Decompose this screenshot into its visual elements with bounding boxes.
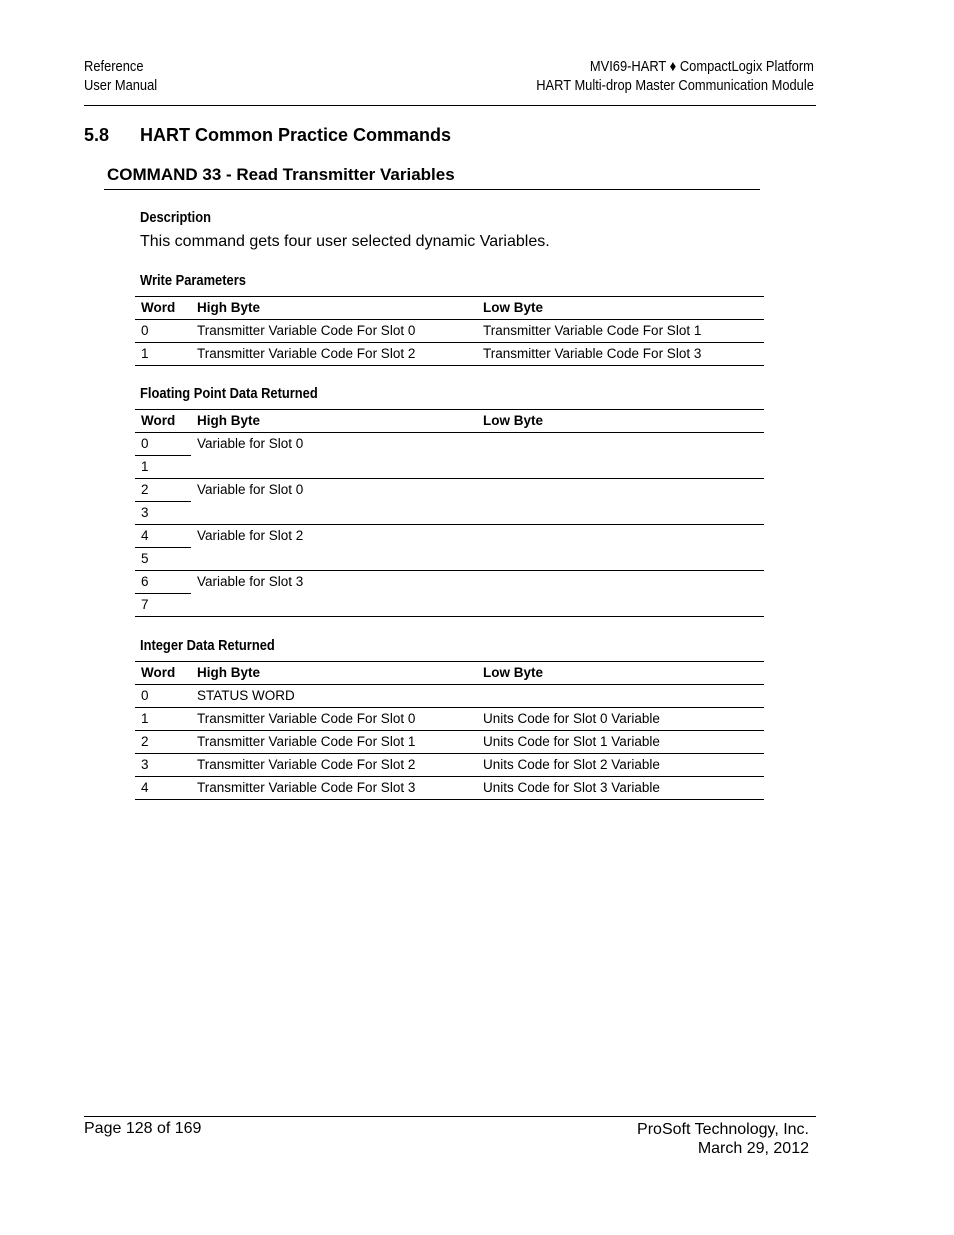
word-cell: 4 bbox=[135, 525, 191, 548]
column-header-high-byte: High Byte bbox=[197, 300, 261, 315]
footer-divider bbox=[84, 1116, 816, 1117]
table-header-row bbox=[135, 662, 764, 685]
word-cell: 6 bbox=[135, 571, 191, 594]
integer-data-label: Integer Data Returned bbox=[140, 637, 275, 654]
column-header-low-byte: Low Byte bbox=[483, 413, 544, 428]
column-header-word: Word bbox=[141, 300, 176, 315]
low-byte-cell: Units Code for Slot 2 Variable bbox=[483, 757, 660, 772]
variable-cell: Variable for Slot 0 bbox=[197, 436, 304, 451]
section-title: HART Common Practice Commands bbox=[140, 125, 452, 145]
table-row bbox=[135, 571, 764, 594]
description-label: Description bbox=[140, 209, 211, 226]
footer-date: March 29, 2012 bbox=[697, 1140, 809, 1157]
page-header-right bbox=[536, 57, 814, 95]
table-row bbox=[135, 320, 764, 343]
word-cell: 5 bbox=[141, 551, 149, 566]
word-cell: 0 bbox=[135, 433, 191, 456]
column-header-word: Word bbox=[141, 413, 176, 428]
word-cell: 2 bbox=[141, 734, 149, 749]
table-row bbox=[135, 343, 764, 366]
word-cell: 1 bbox=[141, 711, 149, 726]
column-header-high-byte: High Byte bbox=[197, 413, 261, 428]
header-module: HART Multi-drop Master Communication Module bbox=[536, 77, 814, 94]
table-row bbox=[135, 479, 764, 502]
table-row bbox=[135, 731, 764, 754]
header-user-manual: User Manual bbox=[84, 77, 158, 94]
table-header-row bbox=[135, 297, 764, 320]
high-byte-cell: Transmitter Variable Code For Slot 0 bbox=[197, 711, 416, 726]
word-cell: 0 bbox=[141, 688, 149, 703]
high-byte-cell: Transmitter Variable Code For Slot 0 bbox=[197, 323, 416, 338]
column-header-word: Word bbox=[141, 665, 176, 680]
word-cell: 3 bbox=[141, 757, 149, 772]
high-byte-cell: STATUS WORD bbox=[197, 688, 295, 703]
header-reference: Reference bbox=[84, 58, 144, 75]
page-number: Page 128 of 169 bbox=[84, 1120, 202, 1137]
variable-cell: Variable for Slot 0 bbox=[197, 482, 304, 497]
page-header-left bbox=[84, 57, 157, 95]
footer-company: ProSoft Technology, Inc. bbox=[637, 1121, 809, 1138]
page-footer-right bbox=[637, 1120, 809, 1158]
column-header-low-byte: Low Byte bbox=[483, 300, 544, 315]
column-header-low-byte: Low Byte bbox=[483, 665, 544, 680]
table-header-row bbox=[135, 410, 764, 433]
integer-data-table bbox=[135, 661, 764, 800]
header-product: MVI69-HART ♦ CompactLogix Platform bbox=[589, 58, 814, 75]
low-byte-cell: Units Code for Slot 3 Variable bbox=[483, 780, 660, 795]
word-cell: 4 bbox=[141, 780, 149, 795]
table-row bbox=[135, 777, 764, 800]
word-cell: 0 bbox=[141, 323, 149, 338]
table-row bbox=[135, 433, 764, 456]
high-byte-cell: Transmitter Variable Code For Slot 2 bbox=[197, 346, 416, 361]
header-divider bbox=[84, 105, 816, 106]
description-text: This command gets four user selected dynamic Variables. bbox=[140, 233, 550, 250]
table-row bbox=[135, 685, 764, 708]
command-heading-rule bbox=[104, 189, 760, 190]
low-byte-cell: Units Code for Slot 1 Variable bbox=[483, 734, 660, 749]
write-parameters-label: Write Parameters bbox=[140, 272, 246, 289]
table-row bbox=[135, 708, 764, 731]
variable-cell: Variable for Slot 3 bbox=[197, 574, 304, 589]
low-byte-cell: Units Code for Slot 0 Variable bbox=[483, 711, 660, 726]
floating-point-label: Floating Point Data Returned bbox=[140, 385, 318, 402]
word-cell: 3 bbox=[141, 505, 149, 520]
word-cell: 7 bbox=[141, 597, 149, 612]
high-byte-cell: Transmitter Variable Code For Slot 2 bbox=[197, 757, 416, 772]
low-byte-cell: Transmitter Variable Code For Slot 3 bbox=[483, 346, 702, 361]
command-heading: COMMAND 33 - Read Transmitter Variables bbox=[107, 165, 455, 184]
high-byte-cell: Transmitter Variable Code For Slot 3 bbox=[197, 780, 416, 795]
floating-point-table bbox=[135, 409, 764, 617]
section-heading bbox=[84, 125, 451, 146]
low-byte-cell bbox=[477, 685, 764, 708]
word-cell: 1 bbox=[141, 346, 149, 361]
high-byte-cell: Transmitter Variable Code For Slot 1 bbox=[197, 734, 416, 749]
column-header-high-byte: High Byte bbox=[197, 665, 261, 680]
word-cell: 1 bbox=[141, 459, 149, 474]
variable-cell: Variable for Slot 2 bbox=[197, 528, 304, 543]
word-cell: 2 bbox=[135, 479, 191, 502]
table-row bbox=[135, 754, 764, 777]
write-parameters-table bbox=[135, 296, 764, 366]
section-number: 5.8 bbox=[84, 125, 110, 145]
low-byte-cell: Transmitter Variable Code For Slot 1 bbox=[483, 323, 702, 338]
table-row bbox=[135, 525, 764, 548]
